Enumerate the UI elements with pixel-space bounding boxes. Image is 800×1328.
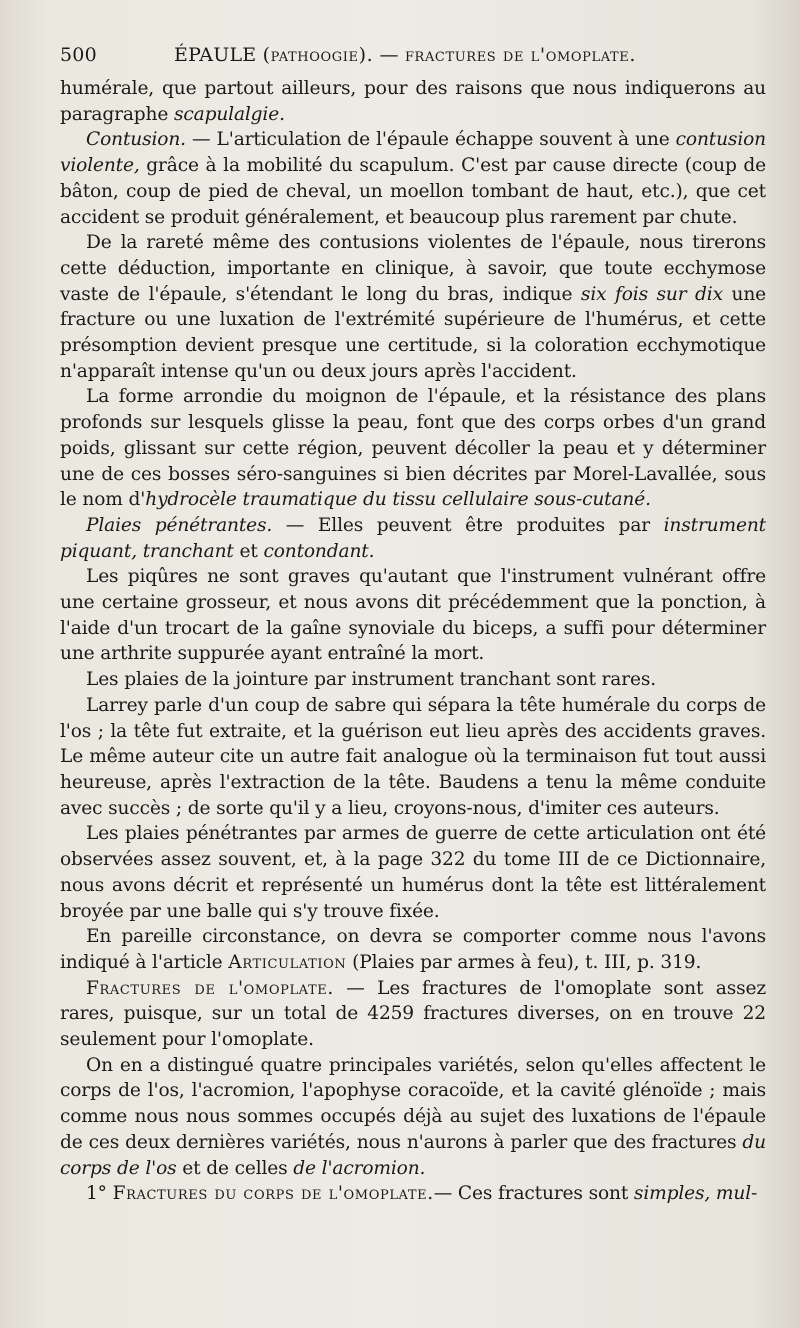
smallcaps-run: Fractures de l'omoplate.: [86, 977, 334, 999]
italic-run: Contusion.: [86, 129, 186, 151]
italic-run: instrument piquant, tranchant: [60, 514, 766, 562]
title-section: fractures de l'omoplate.: [404, 44, 637, 66]
paragraph: [60, 76, 766, 127]
italic-run: six fois sur dix: [580, 283, 723, 305]
text-run: Les plaies pénétrantes par armes de guerre de cette articulation ont été observées assez souvent, et, à la page 322 du tome III de ce Dictionnaire, nous avons décrit et représenté un humérus dont la tête est littéralement broyée par une balle qui s'y trouve fixée.: [60, 823, 766, 922]
body-text: [60, 76, 766, 1207]
paragraph: [60, 1053, 766, 1182]
italic-run: simples, mul-: [633, 1183, 758, 1205]
paragraph: [60, 924, 766, 975]
text-run: 1°: [86, 1183, 113, 1205]
paragraph: [60, 976, 766, 1053]
text-run: (Plaies par armes à feu), t. III, p. 319.: [346, 951, 702, 973]
paragraph: [60, 230, 766, 384]
paragraph: [60, 821, 766, 924]
italic-run: du corps de l'os: [60, 1131, 766, 1179]
paragraph: [60, 513, 766, 564]
italic-run: de l'acromion.: [293, 1157, 426, 1179]
paragraph: [60, 1181, 766, 1207]
text-run: — Elles peuvent être produites par: [272, 514, 664, 536]
text-run: et: [233, 540, 264, 562]
text-run: et de celles: [176, 1157, 294, 1179]
text-run: Larrey parle d'un coup de sabre qui sépara la tête humérale du corps de l'os ; la tête fut extraite, et la guérison eut lieu après des accidents graves. Le même auteur cite un autre fait analogue où la terminaison fut tout aussi heureuse, après l'extraction de la tête. Baudens a tenu la même conduite avec succès ; de sorte qu'il y a lieu, croyons-nous, d'imiter ces auteurs.: [60, 694, 766, 819]
italic-run: hydrocèle traumatique du tissu cellulaire sous-cutané.: [145, 489, 651, 511]
paragraph: [60, 384, 766, 513]
italic-run: Plaies pénétrantes.: [86, 514, 273, 536]
paragraph: [60, 564, 766, 667]
text-run: humérale, que partout ailleurs, pour des raisons que nous indiquerons au paragraphe: [60, 78, 766, 125]
page-number: 500: [60, 44, 97, 66]
paragraph: [60, 693, 766, 822]
paragraph: [60, 667, 766, 693]
text-run: une fracture ou une luxation de l'extrémité supérieure de l'humérus, et cette présomption devient presque une certitude, si la coloration ecchymotique n'apparaît intense qu'un ou deux jours après l'accident.: [60, 283, 767, 382]
title-dash: —: [379, 44, 399, 66]
title-paren: (pathoogie).: [262, 44, 374, 66]
italic-run: contusion violente,: [60, 129, 766, 177]
text-run: Les piqûres ne sont graves qu'autant que l'instrument vulnérant offre une certaine grosseur, et nous avons dit précédemment que la ponction, à l'aide d'un trocart de la gaîne synoviale du biceps, a suffi pour déterminer une arthrite suppurée ayant entraîné la mort.: [60, 566, 766, 665]
text-run: — L'articulation de l'épaule échappe souvent à une: [185, 129, 676, 151]
text-run: Les plaies de la jointure par instrument tranchant sont rares.: [86, 669, 656, 691]
running-title: [174, 42, 636, 68]
text-run: grâce à la mobilité du scapulum. C'est par cause directe (coup de bâton, coup de pied de cheval, un moellon tombant de haut, etc.), que cet accident se produit généralement, et beaucoup plus rarement par chute.: [60, 155, 766, 228]
italic-run: scapulalgie.: [173, 103, 285, 125]
paragraph: [60, 127, 766, 230]
title-main: ÉPAULE: [174, 44, 257, 66]
text-run: On en a distingué quatre principales variétés, selon qu'elles affectent le corps de l'os, l'acromion, l'apophyse coracoïde, et la cavité glénoïde ; mais comme nous nous sommes occupés déjà au sujet des luxations de l'épaule de ces deux dernières variétés, nous n'aurons à parler que des fractures: [60, 1054, 766, 1153]
smallcaps-run: Articulation: [228, 951, 347, 973]
text-run: De la rareté même des contusions violentes de l'épaule, nous tirerons cette déduction, importante en clinique, à savoir, que toute ecchymose vaste de l'épaule, s'étendant le long du bras, indique: [60, 232, 766, 305]
text-run: — Les fractures de l'omoplate sont assez rares, puisque, sur un total de 4259 fractures diverses, on en trouve 22 seulement pour l'omoplate.: [60, 977, 766, 1051]
smallcaps-run: Fractures du corps de l'omoplate.: [112, 1183, 434, 1205]
text-run: — Ces fractures sont: [433, 1183, 634, 1205]
running-header: [60, 42, 766, 76]
text-run: En pareille circonstance, on devra se comporter comme nous l'avons indiqué à l'article: [60, 926, 766, 973]
italic-run: contondant.: [263, 540, 375, 562]
text-run: La forme arrondie du moignon de l'épaule, et la résistance des plans profonds sur lesquels glisse la peau, font que des corps orbes d'un grand poids, glissant sur cette région, peuvent décoller la peau et y déterminer une de ces bosses séro-sanguines si bien décrites par Morel-Lavallée, sous le nom d': [60, 386, 766, 511]
